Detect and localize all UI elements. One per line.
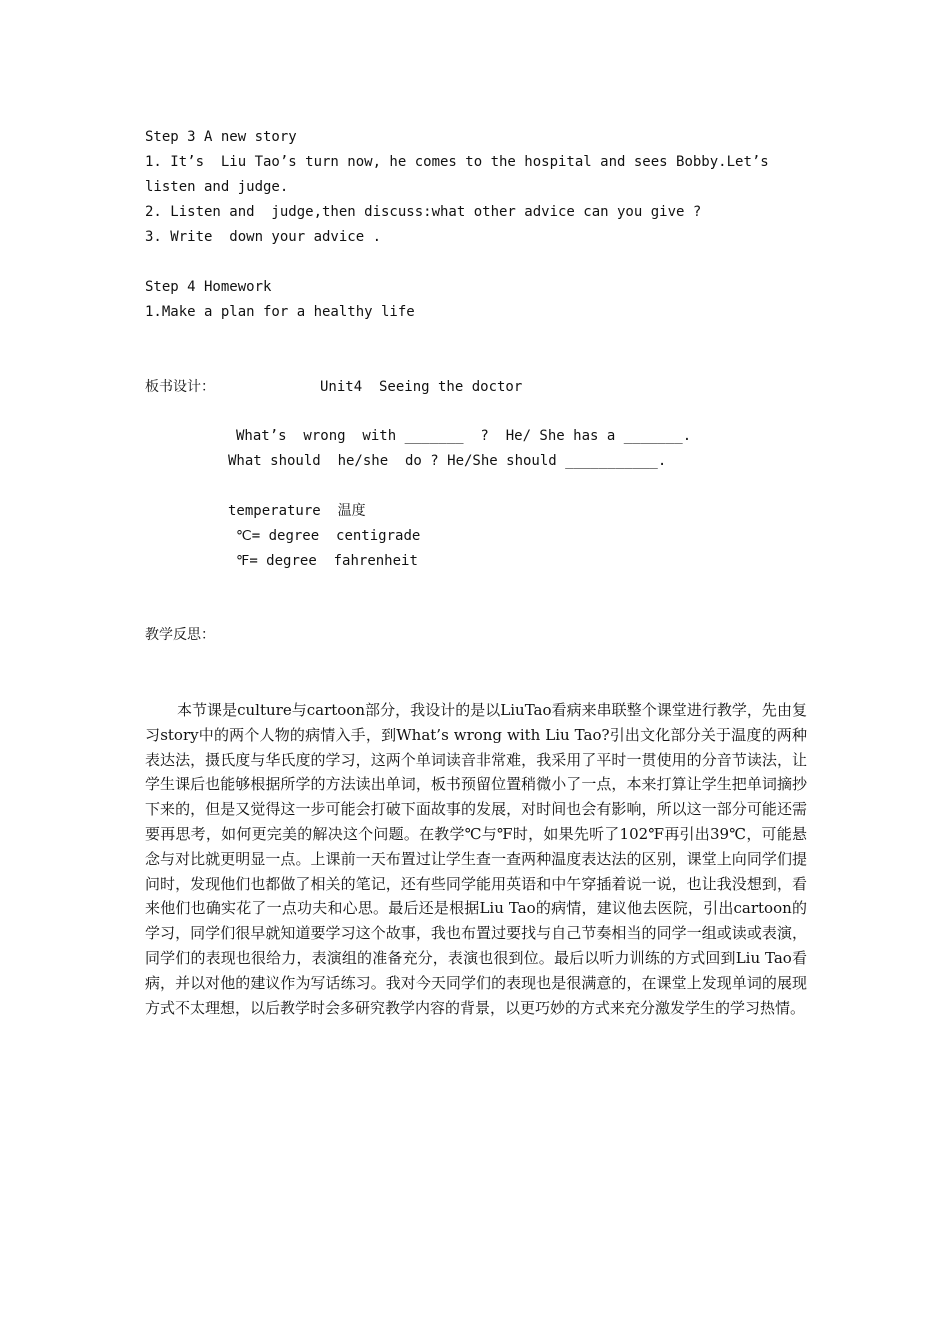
step3-item2: 2. Listen and judge,then discuss:what other advice can you give ? xyxy=(145,204,702,220)
reflection-paragraph: 本节课是culture与cartoon部分，我设计的是以LiuTao看病来串联整个课堂进行教学，先由复习story中的两个人物的病情入手，到What’s wrong with Liu Tao?引出文化部分关于温度的两种表达法，摄氏度与华氏度的学习，这两个单词读音非常难，我采用了平时一贯使用的分音节读法，让学生课后也能够根据所学的方法读出单词，板书预留位置稍微小了一点，本来打算让学生把单词摘抄下来的，但是又觉得这一步可能会打破下面故事的发展，对时间也会有影响，所以这一部分可能还需要再思考，如何更完美的解决这个问题。在教学℃与℉时，如果先听了102℉再引出39℃，可能悬念与对比就更明显一点。上课前一天布置过让学生查一查两种温度表达法的区别，课堂上向同学们提问时，发现他们也都做了相关的笔记，还有些同学能用英语和中午穿插着说一说，也让我没想到，看来他们也确实花了一点功夫和心思。最后还是根据Liu Tao的病情，建议他去医院，引出cartoon的学习，同学们很早就知道要学习这个故事，我也布置过要找与自己节奏相当的同学一组或读或表演，同学们的表现也很给力，表演组的准备充分，表演也很到位。最后以听力训练的方式回到Liu Tao看病，并以对他的建议作为写话练习。我对今天同学们的表现也是很满意的，在课堂上发现单词的展现方式不太理想，以后教学时会多研究教学内容的背景，以更巧妙的方式来充分激发学生的学习热情。 xyxy=(145,701,807,1017)
step3-item1-line2: listen and judge. xyxy=(145,179,289,195)
board-sentence-1: What’s wrong with _______ ? He/ She has a _______. xyxy=(236,428,692,444)
step3-item3: 3. Write down your advice . xyxy=(145,229,382,245)
board-vocab-fahrenheit: ℉= degree fahrenheit xyxy=(236,553,418,569)
step4-item1: 1.Make a plan for a healthy life xyxy=(145,304,415,320)
board-title: Unit4 Seeing the doctor xyxy=(320,379,523,395)
reflection-label: 教学反思： xyxy=(145,627,215,643)
board-sentence-2: What should he/she do ? He/She should ___________. xyxy=(228,453,667,469)
board-vocab-centigrade: ℃= degree centigrade xyxy=(236,528,421,544)
step4-heading: Step 4 Homework xyxy=(145,279,272,295)
board-label: 板书设计： xyxy=(145,379,215,395)
step3-heading: Step 3 A new story xyxy=(145,129,297,145)
board-vocab-temperature: temperature 温度 xyxy=(228,503,366,519)
step3-item1-line1: 1. It’s Liu Tao’s turn now, he comes to the hospital and sees Bobby.Let’s xyxy=(145,154,769,170)
